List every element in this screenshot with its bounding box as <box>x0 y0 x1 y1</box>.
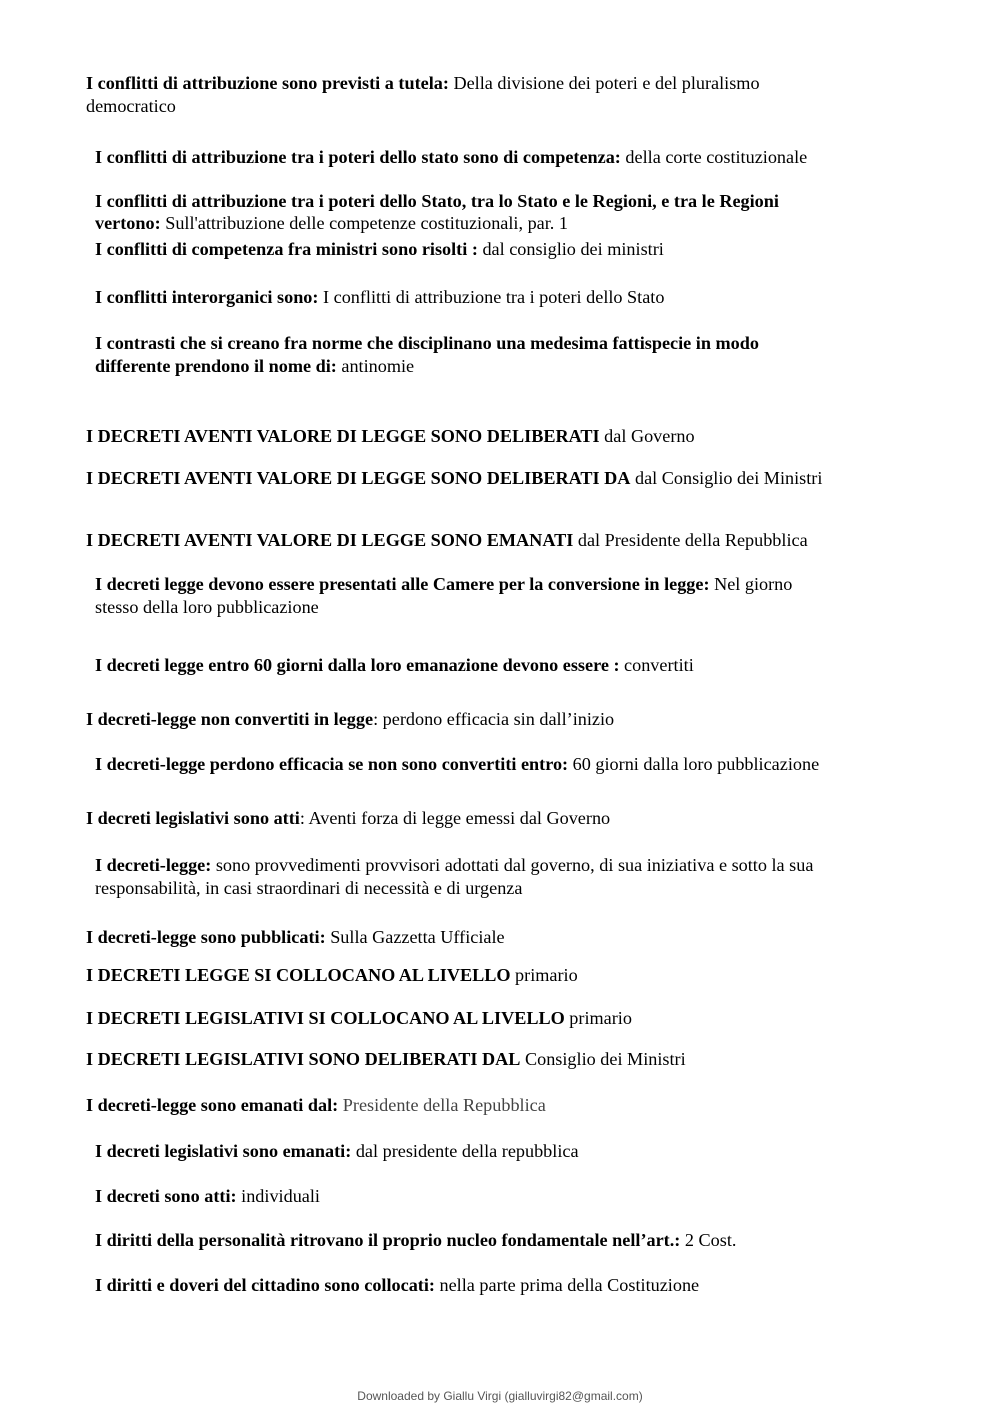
qa-entry <box>95 753 819 776</box>
answer-text: dal consiglio dei ministri <box>477 239 664 259</box>
question-text: I DECRETI AVENTI VALORE DI LEGGE SONO EMANATI <box>86 530 574 550</box>
qa-entry <box>86 807 610 830</box>
question-text: I conflitti di attribuzione tra i poteri dello Stato, tra lo Stato e le Regioni, e tra le Regioni <box>95 191 779 211</box>
answer-text: della corte costituzionale <box>620 147 808 167</box>
qa-entry <box>95 854 813 900</box>
answer-text: primario <box>564 1008 632 1028</box>
qa-entry <box>95 1274 699 1297</box>
answer-text: 60 giorni dalla loro pubblicazione <box>568 754 820 774</box>
question-text: I decreti legislativi sono atti <box>86 808 300 828</box>
question-text: I decreti-legge sono pubblicati: <box>86 927 326 947</box>
qa-entry <box>86 926 505 949</box>
qa-entry <box>95 190 779 234</box>
answer-text: I conflitti di attribuzione tra i poteri dello Stato <box>318 287 665 307</box>
question-text-continued: differente prendono il nome di: <box>95 356 337 376</box>
answer-text: Nel giorno <box>709 574 793 594</box>
question-text: I diritti della personalità ritrovano il proprio nucleo fondamentale nell’art.: <box>95 1230 681 1250</box>
answer-text: : Aventi forza di legge emessi dal Governo <box>299 808 611 828</box>
question-text: I decreti-legge sono emanati dal: <box>86 1095 339 1115</box>
question-text: I decreti sono atti: <box>95 1186 237 1206</box>
qa-entry <box>95 286 664 309</box>
question-text: I decreti legge entro 60 giorni dalla loro emanazione devono essere : <box>95 655 620 675</box>
answer-text: nella parte prima della Costituzione <box>434 1275 700 1295</box>
question-text: I decreti legge devono essere presentati alle Camere per la conversione in legge: <box>95 574 710 594</box>
answer-text: Sull'attribuzione delle competenze costituzionali, par. 1 <box>160 213 568 233</box>
question-text: I contrasti che si creano fra norme che disciplinano una medesima fattispecie in modo <box>95 333 759 353</box>
answer-text: Consiglio dei Ministri <box>520 1049 686 1069</box>
qa-entry <box>86 708 614 731</box>
question-text: I DECRETI AVENTI VALORE DI LEGGE SONO DELIBERATI DA <box>86 468 631 488</box>
qa-entry <box>95 238 664 261</box>
question-text: I conflitti di attribuzione sono previsti a tutela: <box>86 73 449 93</box>
qa-entry <box>95 1229 736 1252</box>
qa-entry <box>86 964 578 987</box>
question-text: I decreti-legge: <box>95 855 212 875</box>
download-footer: Downloaded by Giallu Virgi (gialluvirgi82@gmail.com) <box>357 1389 643 1403</box>
question-text: I decreti-legge non convertiti in legge <box>86 709 374 729</box>
question-text: I DECRETI LEGGE SI COLLOCANO AL LIVELLO <box>86 965 511 985</box>
question-text: I conflitti di competenza fra ministri sono risolti : <box>95 239 478 259</box>
qa-entry <box>86 467 822 490</box>
qa-entry <box>86 1048 686 1071</box>
qa-entry <box>95 146 807 169</box>
answer-text: : perdono efficacia sin dall’inizio <box>373 709 615 729</box>
answer-text: dal Presidente della Repubblica <box>573 530 808 550</box>
answer-text-continued: responsabilità, in casi straordinari di necessità e di urgenza <box>95 878 523 898</box>
qa-entry <box>95 573 792 619</box>
answer-text: dal presidente della repubblica <box>351 1141 579 1161</box>
qa-entry <box>86 425 695 448</box>
qa-entry <box>86 1007 632 1030</box>
qa-entry <box>86 72 760 118</box>
question-text: I DECRETI AVENTI VALORE DI LEGGE SONO DELIBERATI <box>86 426 600 446</box>
question-text: I DECRETI LEGISLATIVI SONO DELIBERATI DAL <box>86 1049 521 1069</box>
answer-text-continued: stesso della loro pubblicazione <box>95 597 319 617</box>
question-text: I diritti e doveri del cittadino sono collocati: <box>95 1275 435 1295</box>
answer-text-continued: democratico <box>86 96 176 116</box>
question-text: I conflitti di attribuzione tra i poteri dello stato sono di competenza: <box>95 147 621 167</box>
question-text: I decreti-legge perdono efficacia se non sono convertiti entro: <box>95 754 569 774</box>
question-text: I DECRETI LEGISLATIVI SI COLLOCANO AL LIVELLO <box>86 1008 565 1028</box>
answer-text: Della divisione dei poteri e del pluralismo <box>448 73 760 93</box>
qa-entry <box>95 1185 320 1208</box>
answer-text: dal Governo <box>599 426 695 446</box>
question-text-continued: vertono: <box>95 213 161 233</box>
answer-text: antinomie <box>336 356 415 376</box>
question-text: I conflitti interorganici sono: <box>95 287 319 307</box>
answer-text: primario <box>510 965 578 985</box>
answer-text: dal Consiglio dei Ministri <box>630 468 823 488</box>
answer-text: Sulla Gazzetta Ufficiale <box>325 927 505 947</box>
qa-entry <box>95 654 694 677</box>
answer-text: convertiti <box>619 655 694 675</box>
answer-text: Presidente della Repubblica <box>338 1095 546 1115</box>
qa-entry <box>86 529 808 552</box>
qa-entry <box>95 1140 579 1163</box>
qa-entry <box>95 332 759 378</box>
answer-text: 2 Cost. <box>680 1230 737 1250</box>
question-text: I decreti legislativi sono emanati: <box>95 1141 352 1161</box>
answer-text: sono provvedimenti provvisori adottati dal governo, di sua iniziativa e sotto la sua <box>211 855 814 875</box>
qa-entry <box>86 1094 546 1117</box>
answer-text: individuali <box>236 1186 320 1206</box>
